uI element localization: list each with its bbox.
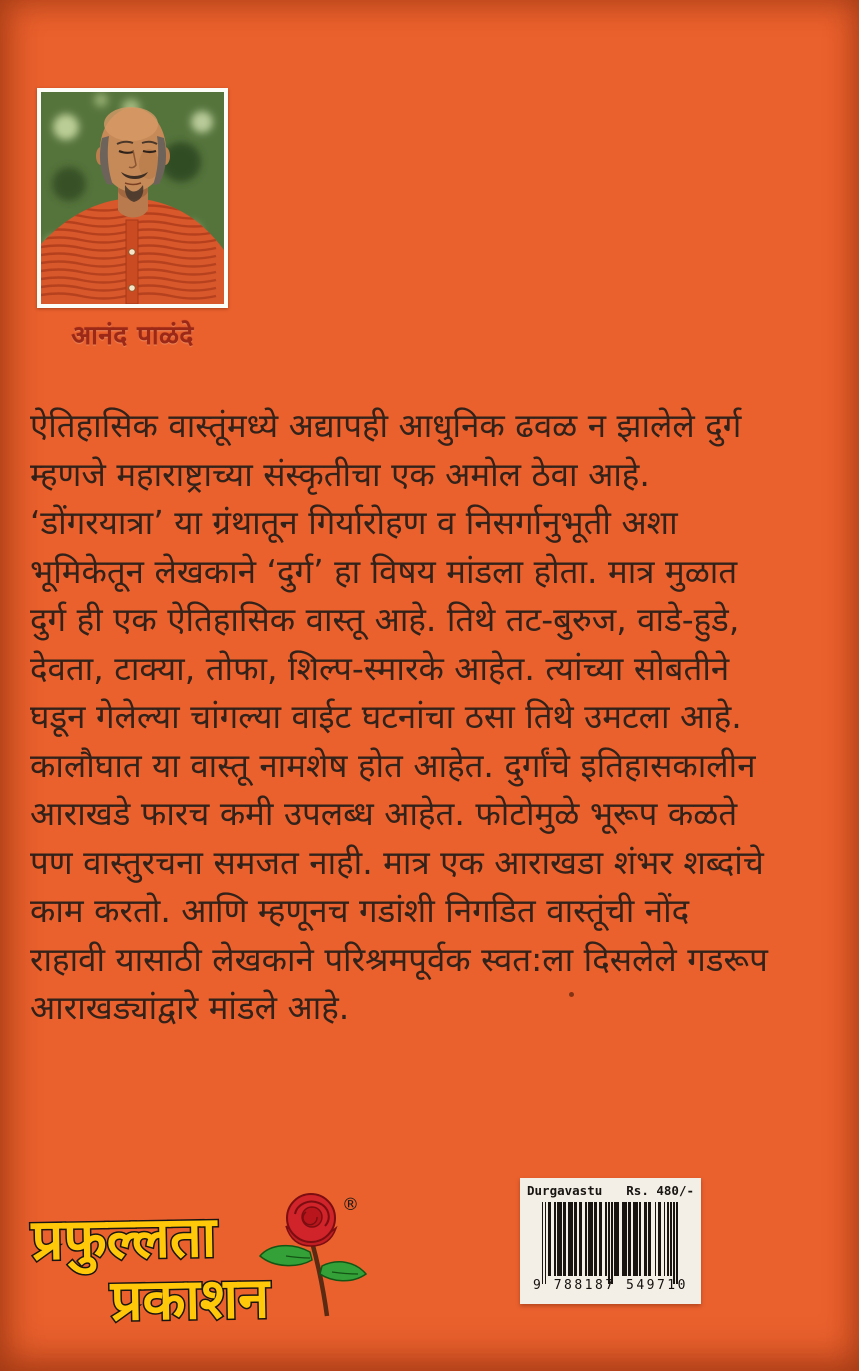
book-blurb	[30, 402, 850, 1033]
book-title: Durgavastu	[527, 1183, 603, 1198]
blurb-line: म्हणजे महाराष्ट्राच्या संस्कृतीचा एक अमोल ठेवा आहे.	[30, 454, 650, 494]
blurb-line: भूमिकेतून लेखकाने ‘दुर्ग’ हा विषय मांडला होता. मात्र मुळात	[30, 551, 738, 591]
blurb-line: घडून गेलेल्या चांगल्या वाईट घटनांचा ठसा तिथे उमटला आहे.	[30, 697, 742, 736]
blurb-line: पण वास्तुरचना समजत नाही. मात्र एक आराखडा शंभर शब्दांचे	[30, 842, 764, 882]
blurb-line: ‘डोंगरयात्रा’ या ग्रंथातून गिर्यारोहण व निसर्गानुभूती अशा	[30, 503, 678, 542]
barcode-gap	[678, 1202, 680, 1276]
blurb-line: राहावी यासाठी लेखकाने परिश्रमपूर्वक स्वत:ला दिसलेले गडरूप	[30, 939, 768, 979]
book-price: Rs. 480/-	[626, 1183, 694, 1198]
blurb-line: कालौघात या वास्तू नामशेष होत आहेत. दुर्गांचे इतिहासकालीन	[30, 745, 756, 785]
isbn-number: 9 788187 549710	[533, 1278, 688, 1293]
blurb-line: आराखडे फारच कमी उपलब्ध आहेत. फोटोमुळे भूरूप कळते	[30, 794, 738, 833]
registered-mark-icon: ®	[342, 1195, 359, 1215]
blurb-line: दुर्ग ही एक ऐतिहासिक वास्तू आहे. तिथे तट-बुरुज, वाडे-हुडे,	[30, 600, 740, 639]
sticker-label	[527, 1183, 694, 1199]
blurb-line: आराखड्यांद्वारे मांडले आहे.	[30, 988, 350, 1027]
blurb-line: ऐतिहासिक वास्तूंमध्ये अद्यापही आधुनिक ढवळ न झालेले दुर्ग	[30, 406, 742, 445]
publisher-name-line2: प्रकाशन	[110, 1266, 270, 1334]
author-portrait-image	[41, 92, 224, 304]
author-photo	[37, 88, 228, 308]
barcode	[527, 1202, 694, 1276]
publisher-logo-image	[24, 1190, 404, 1340]
blurb-line: देवता, टाक्या, तोफा, शिल्प-स्मारके आहेत. त्यांच्या सोबतीने	[30, 648, 730, 688]
print-speck	[569, 992, 574, 997]
author-photo-caption: आनंद पाळंदे	[71, 321, 194, 351]
price-barcode-sticker	[520, 1178, 701, 1304]
blurb-line: काम करतो. आणि म्हणूनच गडांशी निगडित वास्तूंची नोंद	[30, 891, 690, 930]
publisher-logo	[24, 1190, 404, 1340]
publisher-name-line1: प्रफुल्लता	[30, 1204, 217, 1274]
